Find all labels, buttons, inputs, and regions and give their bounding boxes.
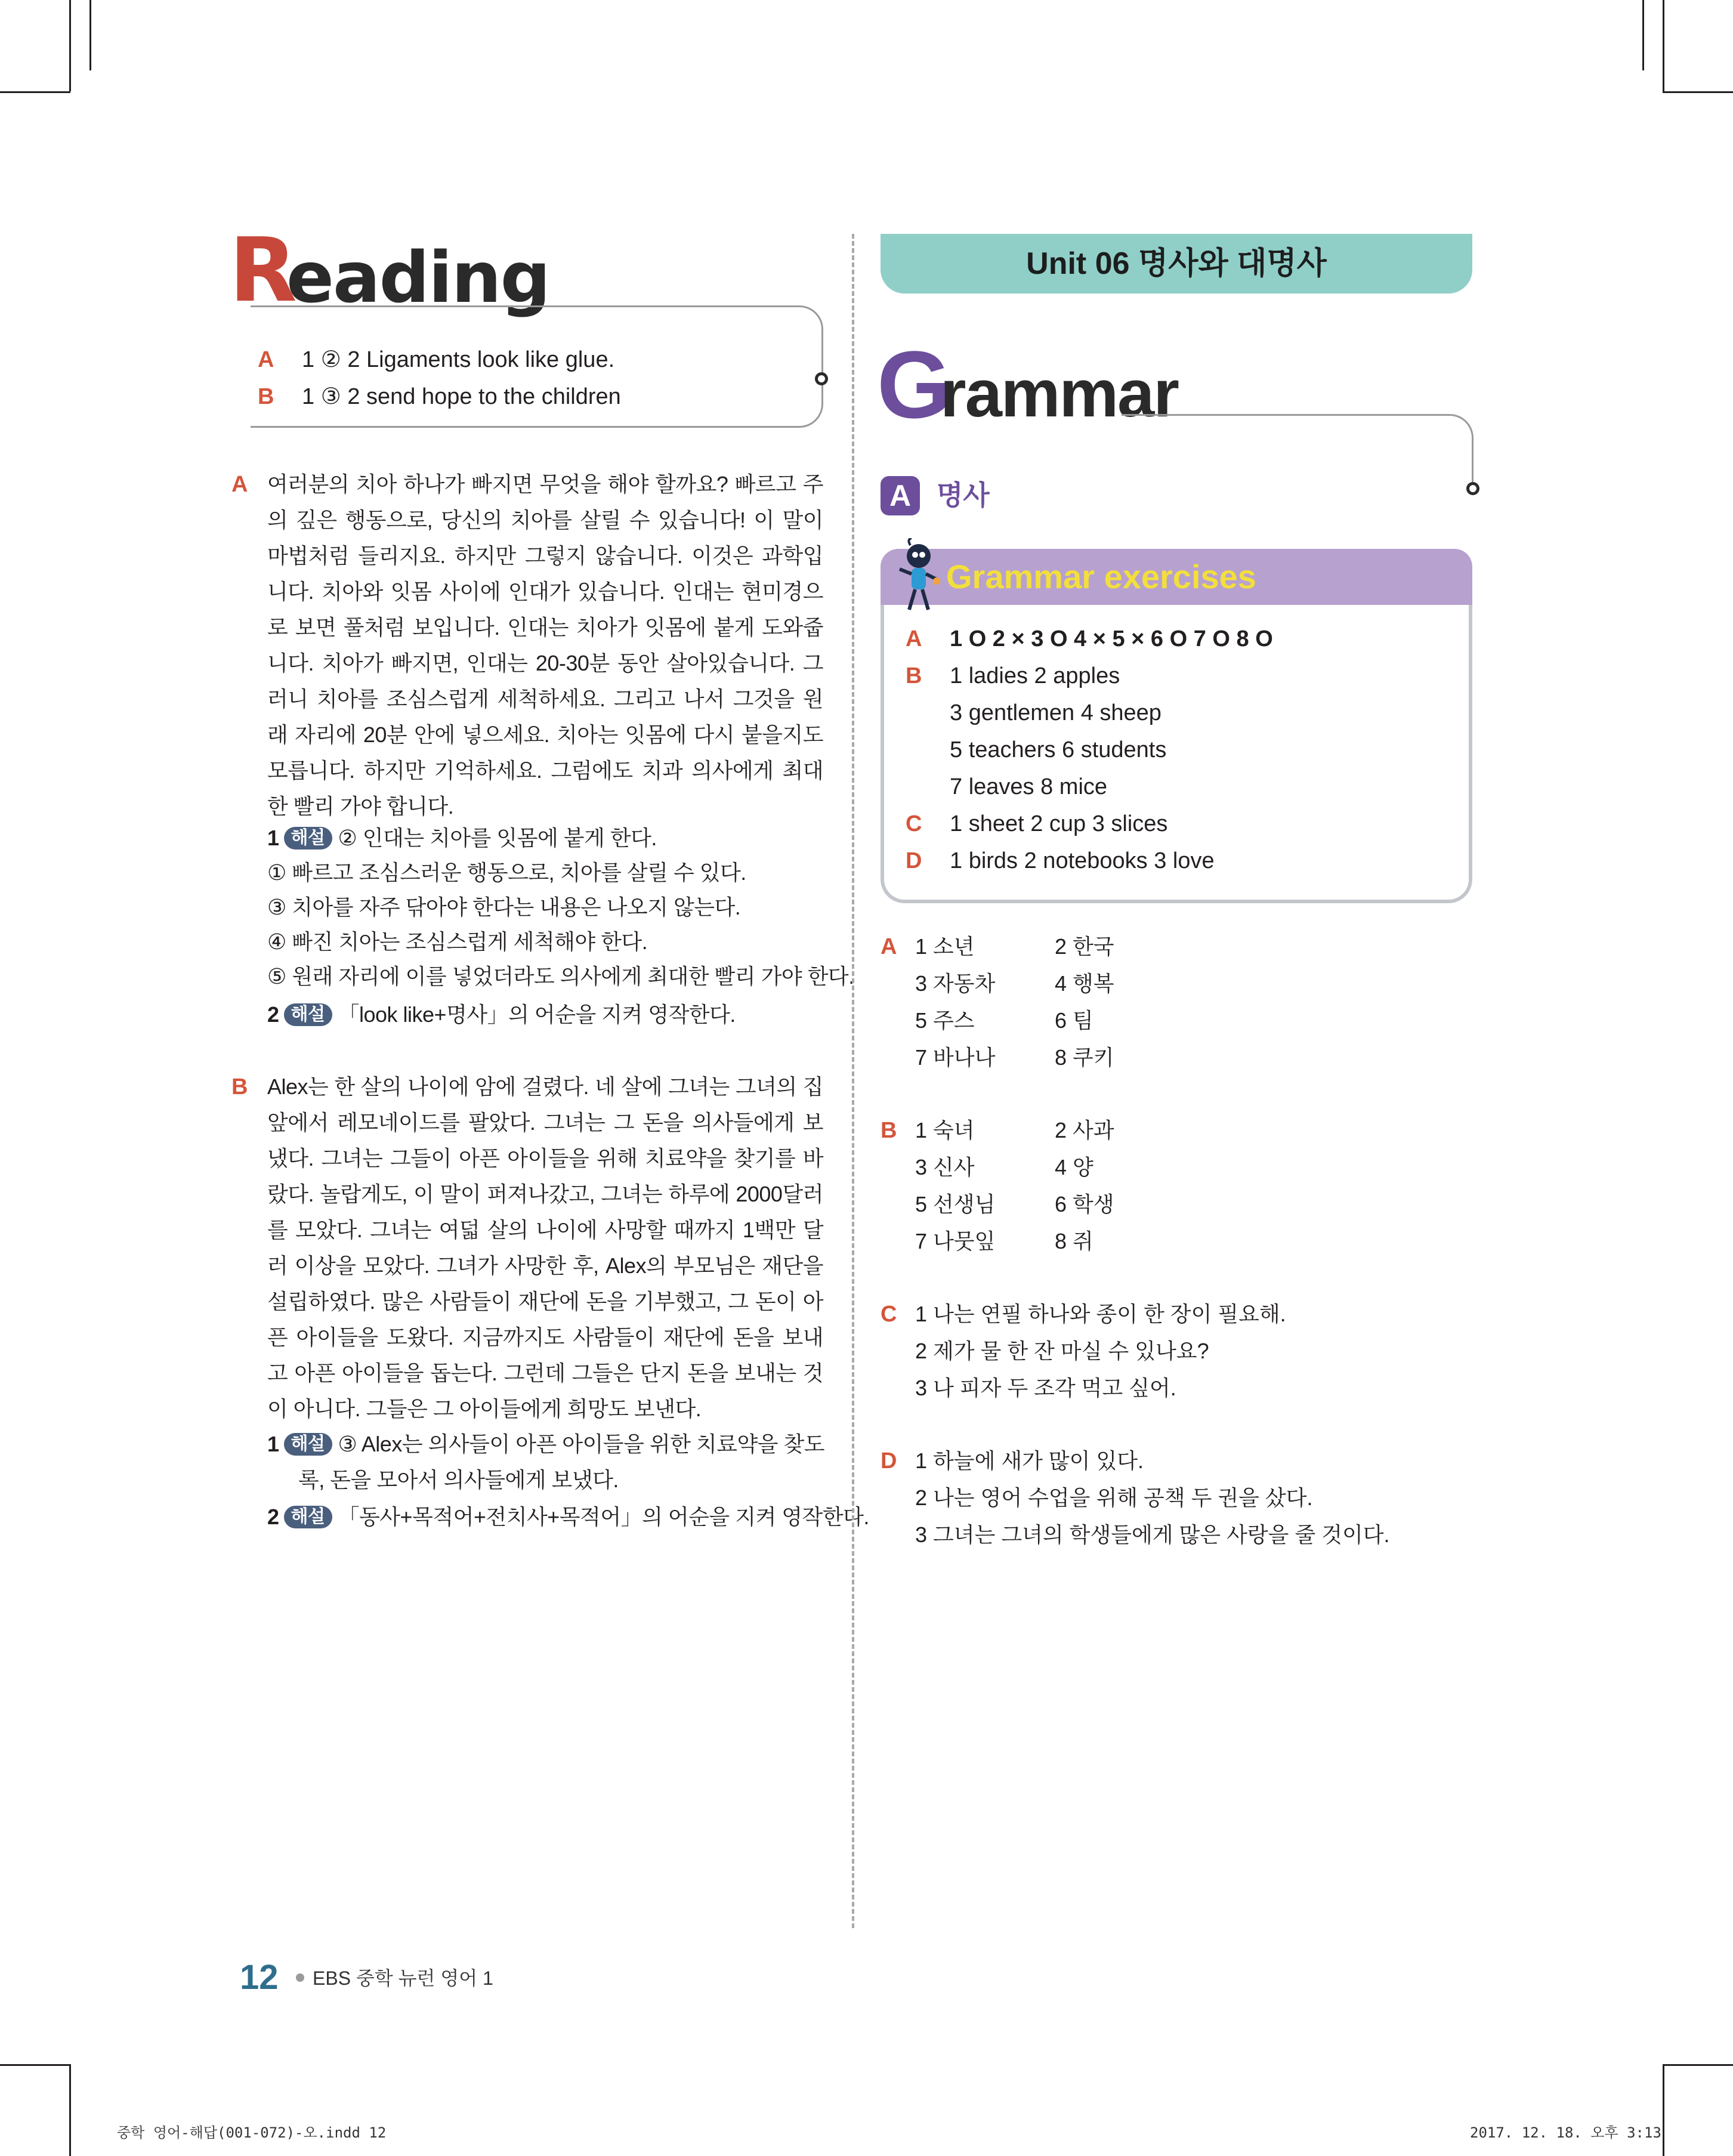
answer-item: 2 한국 <box>1055 934 1114 959</box>
explanation-badge: 해설 <box>284 827 332 850</box>
answer-item: 8 쥐 <box>1055 1229 1093 1253</box>
answer-item: 4 행복 <box>1055 971 1114 996</box>
answer-item: 7 바나나 <box>915 1045 996 1070</box>
answer-item: 3 신사 <box>915 1155 975 1179</box>
section-a-option-line: ④ 빠진 치아는 조심스럽게 세척해야 한다. <box>267 929 648 954</box>
section-b-question-2 <box>267 1500 869 1534</box>
answer-sentence: 2 나는 영어 수업을 위해 공책 두 권을 샀다. <box>915 1485 1313 1510</box>
question-number: 2 <box>267 1002 279 1027</box>
question-text: 「동사+목적어+전치사+목적어」의 어순을 지켜 영작한다. <box>338 1505 869 1529</box>
crop-mark <box>1663 2064 1733 2066</box>
section-a-option-line: ⑤ 원래 자리에 이를 넣었더라도 의사에게 최대한 빨리 가야 한다. <box>267 964 854 989</box>
answer-item: 7 나뭇잎 <box>915 1229 996 1253</box>
crop-mark <box>1663 2064 1664 2156</box>
exercise-letter: A <box>906 626 922 651</box>
answer-item: 3 자동차 <box>915 971 996 996</box>
answer-item: 5 선생님 <box>915 1192 996 1216</box>
question-number: 1 <box>267 826 279 850</box>
crop-mark <box>1663 0 1664 91</box>
answer-item: 1 숙녀 <box>915 1118 975 1142</box>
crop-mark <box>69 2064 71 2156</box>
exercise-line: 1 birds 2 notebooks 3 love <box>950 848 1215 873</box>
answer-letter: B <box>881 1118 897 1143</box>
answer-item: 5 주스 <box>915 1008 975 1033</box>
question-number: 1 <box>267 1432 279 1456</box>
section-b-paragraph: Alex는 한 살의 나이에 암에 걸렸다. 네 살에 그녀는 그녀의 집 앞에서 레모네이드를 팔았다. 그녀는 그 돈을 의사들에게 보냈다. 그녀는 그들이 아픈 아이들을 위해 치료약을 찾기를 바랐다. 놀랍게도, 이 말이 퍼져나갔고, 그녀는 하루에 2000달러를 모았다. 그녀는 여덟 살의 나이에 사망할 때까지 1백만 달러 이상을 모았다. 그녀가 사망한 후, Alex의 부모님은 재단을 설립하였다. 많은 사람들이 재단에 돈을 기부했고, 그 돈이 아픈 아이들을 도왔다. 지금까지도 사람들이 재단에 돈을 보내고 아픈 아이들을 돕는다. 그런데 그들은 단지 돈을 보내는 것이 아니다. 그들은 그 아이들에게 희망도 보낸다. <box>267 1074 823 1421</box>
section-a-question-1 <box>267 821 657 855</box>
question-text: ② 인대는 치아를 잇몸에 붙게 한다. <box>338 826 657 850</box>
answer-item: 2 사과 <box>1055 1118 1114 1142</box>
answer-sentence: 1 나는 연필 하나와 종이 한 장이 필요해. <box>915 1302 1286 1326</box>
unit-banner: Unit 06 명사와 대명사 <box>881 234 1472 294</box>
print-slug-date: 2017. 12. 18. 오후 3:13 <box>1470 2124 1661 2141</box>
crop-mark <box>69 0 71 91</box>
reading-answer-a <box>258 346 614 373</box>
exercises-header <box>881 549 1472 605</box>
exercises-title: Grammar exercises <box>946 558 1256 595</box>
answer-sentence: 3 그녀는 그녀의 학생들에게 많은 사랑을 줄 것이다. <box>915 1522 1390 1547</box>
section-title: 명사 <box>937 480 990 511</box>
reading-answer-b <box>258 383 621 410</box>
answer-letter: B <box>258 384 274 409</box>
answer-letter: A <box>881 934 897 959</box>
section-b-question-1 <box>267 1427 824 1462</box>
crop-mark <box>0 91 70 93</box>
answer-text: 1 ③ 2 send hope to the children <box>302 384 621 409</box>
grammar-title-rest: rammar <box>940 356 1178 431</box>
question-text: ③ Alex는 의사들이 아픈 아이들을 위한 치료약을 찾도 <box>338 1432 825 1456</box>
answer-text: 1 ② 2 Ligaments look like glue. <box>302 347 615 372</box>
answer-item: 4 양 <box>1055 1155 1093 1179</box>
book-title: EBS 중학 뉴런 영어 1 <box>313 1967 493 1989</box>
exercise-line: 1 sheet 2 cup 3 slices <box>950 811 1168 836</box>
answer-item: 6 학생 <box>1055 1192 1114 1216</box>
section-b-question-1-cont: 록, 돈을 모아서 의사들에게 보냈다. <box>298 1468 619 1492</box>
page-number: 12 <box>240 1958 279 1997</box>
exercise-line: 1 ladies 2 apples <box>950 663 1120 688</box>
answer-item: 6 팀 <box>1055 1008 1093 1033</box>
exercise-letter: C <box>906 811 922 836</box>
exercise-line: 3 gentlemen 4 sheep <box>950 700 1161 725</box>
answer-letter: C <box>881 1302 897 1327</box>
section-a-question-2 <box>267 997 736 1032</box>
section-a-option-line: ① 빠르고 조심스러운 행동으로, 치아를 살릴 수 있다. <box>267 860 746 885</box>
answer-sentence: 3 나 피자 두 조각 먹고 싶어. <box>915 1376 1176 1400</box>
exercise-line: 5 teachers 6 students <box>950 737 1167 762</box>
exercise-line: 1 O 2 × 3 O 4 × 5 × 6 O 7 O 8 O <box>950 626 1273 651</box>
mascot-icon <box>894 538 941 616</box>
reading-connector-dot <box>815 372 828 385</box>
answer-item: 1 소년 <box>915 934 975 959</box>
section-badge: A <box>881 476 920 515</box>
explanation-badge: 해설 <box>284 1506 332 1528</box>
crop-mark <box>0 2064 70 2066</box>
crop-mark <box>1642 0 1644 70</box>
answer-item: 8 쿠키 <box>1055 1045 1114 1070</box>
footer-bullet <box>296 1973 304 1982</box>
grammar-connector-dot <box>1466 482 1479 495</box>
explanation-badge: 해설 <box>284 1003 332 1026</box>
exercise-letter: D <box>906 848 922 873</box>
section-a-letter: A <box>231 472 248 497</box>
reading-title-initial: R <box>229 219 297 322</box>
exercise-letter: B <box>906 663 922 688</box>
question-text: 「look like+명사」의 어순을 지켜 영작한다. <box>338 1002 736 1027</box>
print-slug-file: 중학 영어-해답(001-072)-오.indd 12 <box>117 2124 387 2141</box>
question-number: 2 <box>267 1505 279 1529</box>
section-b-letter: B <box>231 1074 248 1099</box>
answer-sentence: 1 하늘에 새가 많이 있다. <box>915 1448 1144 1473</box>
grammar-title-initial: G <box>877 331 952 438</box>
explanation-badge: 해설 <box>284 1433 332 1456</box>
crop-mark <box>89 0 91 70</box>
column-divider <box>852 234 854 1928</box>
answer-letter: D <box>881 1448 897 1474</box>
reading-title-rest: eading <box>286 236 550 319</box>
section-a-paragraph: 여러분의 치아 하나가 빠지면 무엇을 해야 할까요? 빠르고 주의 깊은 행동으로, 당신의 치아를 살릴 수 있습니다! 이 말이 마법처럼 들리지요. 하지만 그렇지 않습니다. 이것은 과학입니다. 치아와 잇몸 사이에 인대가 있습니다. 인대는 현미경으로 보면 풀처럼 보입니다. 인대는 치아가 잇몸에 붙게 도와줍니다. 치아가 빠지면, 인대는 20-30분 동안 살아있습니다. 그러니 치아를 조심스럽게 세척하세요. 그리고 나서 그것을 원래 자리에 20분 안에 넣으세요. 치아는 잇몸에 다시 붙을지도 모릅니다. 하지만 기억하세요. 그럼에도 치과 의사에게 최대한 빨리 가야 합니다. <box>267 472 823 818</box>
grammar-title-curve <box>1122 414 1473 492</box>
answer-sentence: 2 제가 물 한 잔 마실 수 있나요? <box>915 1339 1209 1363</box>
answer-letter: A <box>258 347 274 372</box>
section-a-option-line: ③ 치아를 자주 닦아야 한다는 내용은 나오지 않는다. <box>267 895 741 919</box>
crop-mark <box>1663 91 1733 93</box>
exercise-line: 7 leaves 8 mice <box>950 774 1108 799</box>
